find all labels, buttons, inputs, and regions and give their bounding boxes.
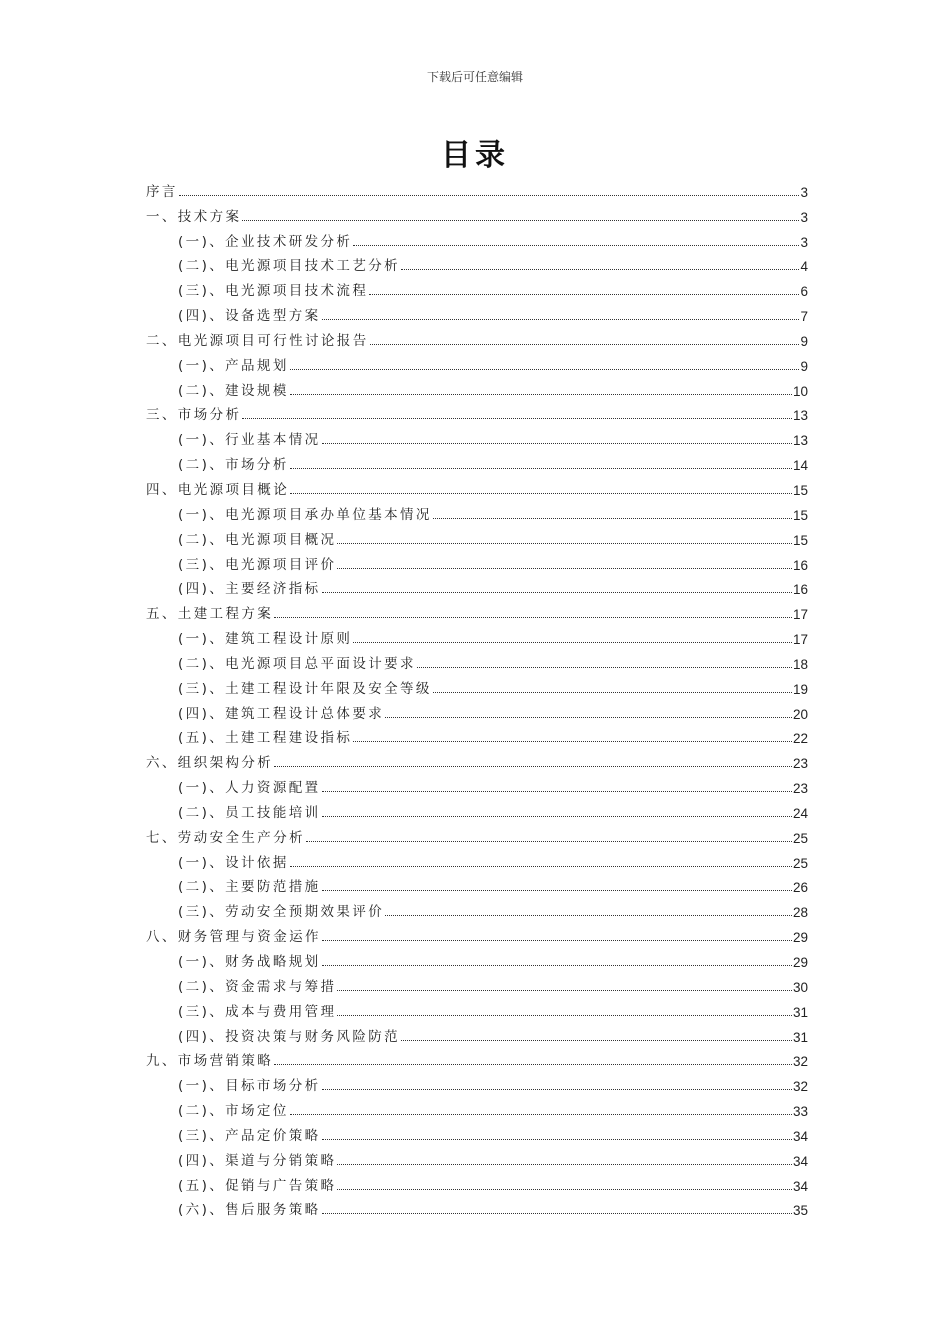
toc-entry-page: 3 <box>800 234 808 250</box>
toc-entry-page: 29 <box>792 930 808 946</box>
toc-leader-dots <box>322 319 800 320</box>
toc-leader-dots <box>385 717 792 718</box>
toc-entry[interactable] <box>146 895 808 920</box>
table-of-contents <box>146 175 808 1218</box>
toc-entry[interactable] <box>146 399 808 424</box>
toc-entry-label: (一)、行业基本情况 <box>178 432 321 449</box>
toc-entry[interactable] <box>146 1194 808 1219</box>
toc-entry-page: 31 <box>792 1004 808 1020</box>
toc-entry-label: (二)、电光源项目概况 <box>178 531 337 548</box>
toc-entry-label: (三)、劳动安全预期效果评价 <box>178 904 385 921</box>
toc-entry[interactable] <box>146 225 808 250</box>
toc-title: 目录 <box>441 138 509 173</box>
toc-entry-label: 七、劳动安全生产分析 <box>146 829 305 846</box>
toc-leader-dots <box>322 816 792 817</box>
toc-entry[interactable] <box>146 647 808 672</box>
toc-entry-page: 34 <box>792 1178 808 1194</box>
toc-entry[interactable] <box>146 920 808 945</box>
toc-entry-label: (三)、电光源项目技术流程 <box>178 283 369 300</box>
toc-entry-label: 序言 <box>146 183 178 200</box>
toc-leader-dots <box>337 1164 792 1165</box>
toc-entry-label: (六)、售后服务策略 <box>178 1202 321 1219</box>
toc-entry-label: (四)、主要经济指标 <box>178 581 321 598</box>
toc-entry-page: 23 <box>792 756 808 772</box>
toc-entry-label: (一)、设计依据 <box>178 854 289 871</box>
toc-entry-page: 25 <box>792 855 808 871</box>
toc-entry[interactable] <box>146 1020 808 1045</box>
toc-entry-label: (三)、产品定价策略 <box>178 1127 321 1144</box>
toc-entry[interactable] <box>146 672 808 697</box>
toc-entry-page: 15 <box>792 482 808 498</box>
toc-leader-dots <box>322 443 792 444</box>
toc-leader-dots <box>322 890 792 891</box>
toc-entry[interactable] <box>146 622 808 647</box>
toc-entry-label: (四)、投资决策与财务风险防范 <box>178 1028 401 1045</box>
toc-entry-label: (二)、主要防范措施 <box>178 879 321 896</box>
toc-entry-page: 32 <box>792 1079 808 1095</box>
toc-leader-dots <box>337 990 792 991</box>
toc-entry-page: 9 <box>800 358 808 374</box>
toc-leader-dots <box>322 940 792 941</box>
toc-leader-dots <box>385 915 792 916</box>
toc-leader-dots <box>353 741 792 742</box>
toc-entry-page: 28 <box>792 905 808 921</box>
toc-entry-page: 13 <box>792 433 808 449</box>
toc-leader-dots <box>337 568 792 569</box>
toc-entry[interactable] <box>146 796 808 821</box>
toc-leader-dots <box>290 866 792 867</box>
toc-leader-dots <box>322 1139 792 1140</box>
toc-entry-page: 30 <box>792 979 808 995</box>
toc-entry-page: 16 <box>792 582 808 598</box>
toc-entry-page: 15 <box>792 507 808 523</box>
toc-leader-dots <box>306 841 792 842</box>
toc-entry[interactable] <box>146 697 808 722</box>
toc-entry-page: 26 <box>792 880 808 896</box>
toc-entry-label: 四、电光源项目概论 <box>146 481 290 498</box>
toc-entry-page: 19 <box>792 681 808 697</box>
toc-entry-page: 9 <box>800 333 808 349</box>
toc-leader-dots <box>322 1213 792 1214</box>
toc-entry-label: (二)、资金需求与筹措 <box>178 978 337 995</box>
toc-leader-dots <box>433 692 792 693</box>
toc-entry-label: (二)、建设规模 <box>178 382 289 399</box>
toc-entry-page: 34 <box>792 1153 808 1169</box>
toc-entry-label: 九、市场营销策略 <box>146 1053 274 1070</box>
toc-entry-label: (五)、促销与广告策略 <box>178 1177 337 1194</box>
toc-entry-page: 31 <box>792 1029 808 1045</box>
toc-entry[interactable] <box>146 473 808 498</box>
toc-leader-dots <box>401 269 799 270</box>
toc-entry-page: 15 <box>792 532 808 548</box>
toc-leader-dots <box>337 1189 792 1190</box>
toc-entry-page: 3 <box>800 184 808 200</box>
toc-leader-dots <box>370 344 800 345</box>
toc-entry-label: 一、技术方案 <box>146 208 242 225</box>
toc-entry-label: 六、组织架构分析 <box>146 755 274 772</box>
toc-entry-page: 4 <box>800 259 808 275</box>
toc-entry[interactable] <box>146 1069 808 1094</box>
toc-entry[interactable] <box>146 299 808 324</box>
toc-entry-label: (一)、产品规划 <box>178 357 289 374</box>
toc-entry[interactable] <box>146 1144 808 1169</box>
toc-entry[interactable] <box>146 200 808 225</box>
toc-leader-dots <box>274 1064 792 1065</box>
toc-entry[interactable] <box>146 523 808 548</box>
toc-entry[interactable] <box>146 274 808 299</box>
toc-leader-dots <box>369 294 799 295</box>
toc-entry[interactable] <box>146 821 808 846</box>
toc-entry[interactable] <box>146 1045 808 1070</box>
toc-leader-dots <box>337 1015 792 1016</box>
toc-entry[interactable] <box>146 945 808 970</box>
toc-leader-dots <box>417 667 792 668</box>
toc-entry-page: 17 <box>792 632 808 648</box>
toc-leader-dots <box>179 195 800 196</box>
toc-entry[interactable] <box>146 597 808 622</box>
toc-entry[interactable] <box>146 970 808 995</box>
toc-entry-label: (二)、市场分析 <box>178 457 289 474</box>
toc-entry-page: 16 <box>792 557 808 573</box>
toc-leader-dots <box>322 1089 792 1090</box>
toc-leader-dots <box>322 791 792 792</box>
toc-entry[interactable] <box>146 995 808 1020</box>
toc-entry[interactable] <box>146 374 808 399</box>
toc-entry-page: 7 <box>800 309 808 325</box>
toc-entry-label: (二)、员工技能培训 <box>178 804 321 821</box>
toc-leader-dots <box>353 245 799 246</box>
toc-leader-dots <box>401 1040 792 1041</box>
header-note: 下载后可任意编辑 <box>426 70 523 84</box>
toc-entry-page: 14 <box>792 458 808 474</box>
toc-entry-label: 五、土建工程方案 <box>146 606 274 623</box>
toc-entry-page: 3 <box>800 209 808 225</box>
toc-entry-page: 24 <box>792 805 808 821</box>
toc-leader-dots <box>433 518 792 519</box>
toc-entry-page: 32 <box>792 1054 808 1070</box>
toc-leader-dots <box>290 468 792 469</box>
toc-entry[interactable] <box>146 250 808 275</box>
toc-entry-page: 35 <box>792 1203 808 1219</box>
toc-entry[interactable] <box>146 498 808 523</box>
toc-entry[interactable] <box>146 846 808 871</box>
toc-leader-dots <box>290 1114 792 1115</box>
toc-entry-page: 20 <box>792 706 808 722</box>
toc-leader-dots <box>290 369 800 370</box>
toc-entry-page: 17 <box>792 607 808 623</box>
toc-entry[interactable] <box>146 548 808 573</box>
toc-entry[interactable] <box>146 722 808 747</box>
toc-entry-page: 33 <box>792 1104 808 1120</box>
toc-entry-label: (一)、目标市场分析 <box>178 1078 321 1095</box>
toc-entry[interactable] <box>146 746 808 771</box>
toc-entry[interactable] <box>146 1119 808 1144</box>
toc-entry-page: 18 <box>792 656 808 672</box>
toc-entry[interactable] <box>146 423 808 448</box>
toc-entry-page: 6 <box>800 284 808 300</box>
toc-entry-label: 二、电光源项目可行性讨论报告 <box>146 332 369 349</box>
toc-entry[interactable] <box>146 573 808 598</box>
toc-entry-label: (一)、人力资源配置 <box>178 780 321 797</box>
toc-entry-label: 八、财务管理与资金运作 <box>146 929 321 946</box>
toc-entry-label: (三)、土建工程设计年限及安全等级 <box>178 680 432 697</box>
toc-entry[interactable] <box>146 448 808 473</box>
toc-entry[interactable] <box>146 1094 808 1119</box>
toc-leader-dots <box>242 220 799 221</box>
toc-entry-label: (二)、市场定位 <box>178 1103 289 1120</box>
toc-leader-dots <box>274 617 792 618</box>
toc-entry-label: (三)、成本与费用管理 <box>178 1003 337 1020</box>
toc-leader-dots <box>322 592 792 593</box>
toc-leader-dots <box>274 766 792 767</box>
toc-entry-page: 29 <box>792 955 808 970</box>
toc-leader-dots <box>242 418 792 419</box>
toc-entry-page: 23 <box>792 781 808 797</box>
toc-entry-page: 22 <box>792 731 808 747</box>
toc-entry-page: 13 <box>792 408 808 424</box>
toc-entry[interactable] <box>146 324 808 349</box>
toc-entry-page: 34 <box>792 1128 808 1144</box>
toc-entry[interactable] <box>146 871 808 896</box>
toc-entry-label: (二)、电光源项目总平面设计要求 <box>178 655 416 672</box>
toc-leader-dots <box>322 965 792 966</box>
toc-entry[interactable] <box>146 771 808 796</box>
toc-leader-dots <box>290 493 792 494</box>
toc-entry-label: (四)、设备选型方案 <box>178 308 321 325</box>
toc-entry-label: 三、市场分析 <box>146 407 242 424</box>
toc-entry-label: (四)、渠道与分销策略 <box>178 1152 337 1169</box>
toc-entry-page: 10 <box>792 383 808 399</box>
toc-entry-label: (二)、电光源项目技术工艺分析 <box>178 258 401 275</box>
toc-entry-label: (一)、财务战略规划 <box>178 954 321 970</box>
toc-leader-dots <box>353 642 792 643</box>
toc-entry-page: 25 <box>792 830 808 846</box>
toc-entry-label: (三)、电光源项目评价 <box>178 556 337 573</box>
toc-entry-label: (一)、电光源项目承办单位基本情况 <box>178 506 432 523</box>
toc-entry-label: (一)、企业技术研发分析 <box>178 233 353 250</box>
toc-entry[interactable] <box>146 175 808 200</box>
toc-entry-label: (四)、建筑工程设计总体要求 <box>178 705 385 722</box>
toc-entry[interactable] <box>146 349 808 374</box>
toc-entry-label: (五)、土建工程建设指标 <box>178 730 353 747</box>
toc-leader-dots <box>337 543 792 544</box>
toc-entry[interactable] <box>146 1169 808 1194</box>
toc-leader-dots <box>290 394 792 395</box>
toc-entry-label: (一)、建筑工程设计原则 <box>178 631 353 648</box>
